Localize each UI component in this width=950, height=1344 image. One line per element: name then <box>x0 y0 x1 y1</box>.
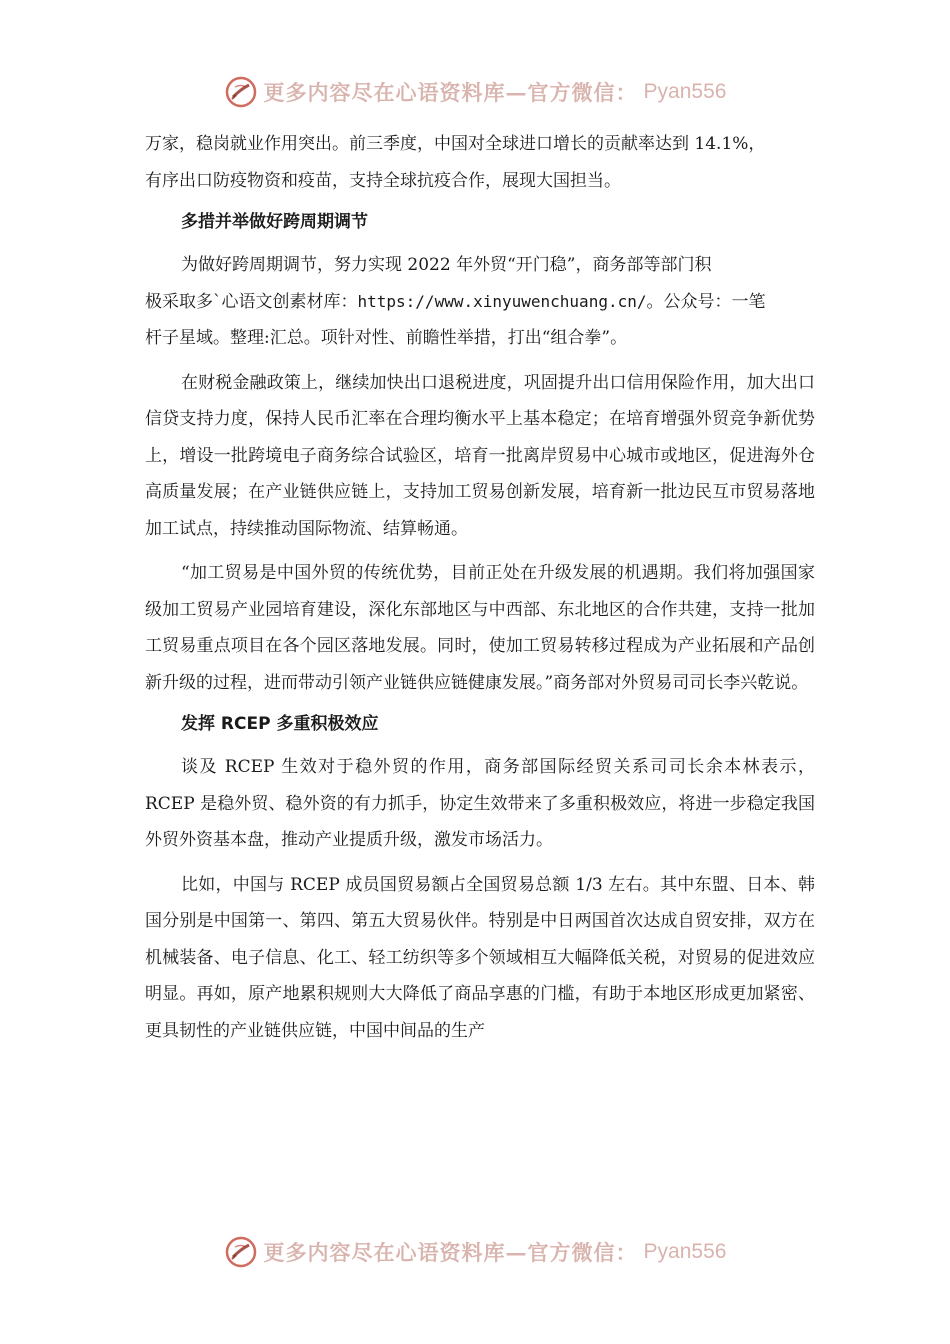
paragraph-6: 比如，中国与 RCEP 成员国贸易额占全国贸易总额 1/3 左右。其中东盟、日本、韩国分别是中国第一、第四、第五大贸易伙伴。特别是中日两国首次达成自贸安排，双方在机械装备、电子信息、化工、轻工纺织等多个领域相互大幅降低关税，对贸易的促进效应明显。再如，原产地累积规则大大降低了商品享惠的门槛，有助于本地区形成更加紧密、更具韧性的产业链供应链，中国中间品的生产 <box>145 874 815 1041</box>
paragraph-1-line-1: 万家，稳岗就业作用突出。前三季度，中国对全球进口增长的贡献率达到 14.1%， <box>145 134 766 154</box>
watermark-text: 更多内容尽在心语资料库—官方微信： <box>263 80 638 105</box>
paragraph-5: 谈及 RCEP 生效对于稳外贸的作用，商务部国际经贸关系司司长余本林表示，RCEP 是稳外贸、稳外资的有力抓手，协定生效带来了多重积极效应，将进一步稳定我国外贸外资基本盘，推动产业提质升级，激发市场活力。 <box>145 757 815 850</box>
header-watermark <box>0 72 950 112</box>
paragraph-2-line-1: 为做好跨周期调节，努力实现 2022 年外贸“开门稳”，商务部等部门积 <box>181 255 712 275</box>
watermark-wechat-id: Pyan556 <box>643 80 727 103</box>
section-heading-cross-cycle: 多措并举做好跨周期调节 <box>181 212 368 232</box>
footer-watermark <box>0 1232 950 1272</box>
paragraph-2-line-2-prefix: 极采取多`心语文创素材库： <box>145 291 358 312</box>
book-pen-logo-icon <box>224 1235 258 1269</box>
paragraph-1-line-2: 有序出口防疫物资和疫苗，支持全球抗疫合作，展现大国担当。 <box>145 170 621 191</box>
document-body <box>145 126 815 1057</box>
paragraph-2-line-2-suffix: 。公众号：一笔 <box>646 291 766 312</box>
material-library-url[interactable]: https://www.xinyuwenchuang.cn/ <box>357 291 647 311</box>
book-pen-logo-icon <box>224 75 258 109</box>
watermark-text: 更多内容尽在心语资料库—官方微信： <box>263 1240 638 1265</box>
paragraph-4: “加工贸易是中国外贸的传统优势，目前正处在升级发展的机遇期。我们将加强国家级加工贸易产业园培育建设，深化东部地区与中西部、东北地区的合作共建，支持一批加工贸易重点项目在各个园区落地发展。同时，使加工贸易转移过程成为产业拓展和产品创新升级的过程，进而带动引领产业链供应链健康发展。”商务部对外贸易司司长李兴乾说。 <box>145 563 815 693</box>
paragraph-2-line-2 <box>145 284 815 321</box>
paragraph-1 <box>145 126 815 199</box>
paragraph-2-line-3: 杆子星域。整理:汇总。项针对性、前瞻性举措，打出“组合拳”。 <box>145 328 628 348</box>
paragraph-3: 在财税金融政策上，继续加快出口退税进度，巩固提升出口信用保险作用，加大出口信贷支持力度，保持人民币汇率在合理均衡水平上基本稳定；在培育增强外贸竞争新优势上，增设一批跨境电子商务综合试验区，培育一批离岸贸易中心城市或地区，促进海外仓高质量发展；在产业链供应链上，支持加工贸易创新发展，培育新一批边民互市贸易落地加工试点，持续推动国际物流、结算畅通。 <box>145 372 815 539</box>
paragraph-2 <box>145 247 815 357</box>
section-heading-rcep: 发挥 RCEP 多重积极效应 <box>181 714 379 734</box>
watermark-wechat-id: Pyan556 <box>643 1240 727 1263</box>
